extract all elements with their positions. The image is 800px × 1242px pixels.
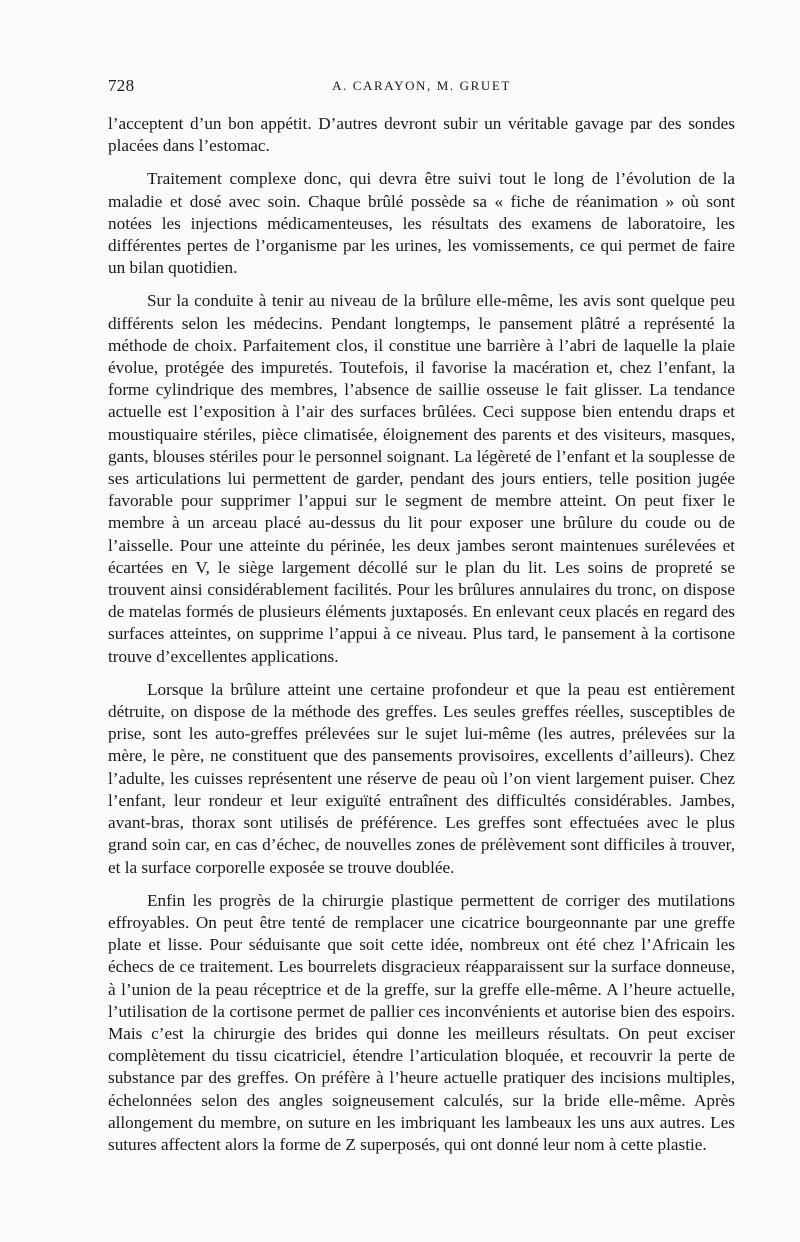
paragraph-plastic-surgery: Enfin les progrès de la chirurgie plastique permettent de corriger des mutilations effroyables. On peut être tenté de remplacer une cicatrice bourgeonnante par une greffe plate et lisse. Pour séduisante que soit cette idée, nombreux ont été chez l’Africain les échecs de ce traitement. Les bourrelets disgracieux réapparaissent sur la surface donneuse, à l’union de la peau réceptrice et de la greffe, sur la greffe elle-même. A l’heure actuelle, l’utilisation de la cortisone permet de pallier ces inconvénients et autorise bien des espoirs. Mais c’est la chirurgie des brides qui donne les meilleurs résultats. On peut exciser complètement du tissu cicatriciel, étendre l’articulation bloquée, et recouvrir la perte de substance par des greffes. On préfère à l’heure actuelle pratiquer des incisions multiples, échelonnées selon des angles soigneusement calculés, sur la bride elle-même. Après allongement du membre, on suture en les imbriquant les lambeaux les uns aux autres. Les sutures affectent alors la forme de Z superposés, qui ont donné leur nom à cette plastie. <box>108 890 735 1154</box>
paragraph-continuation: l’acceptent d’un bon appétit. D’autres devront subir un véritable gavage par des sondes placées dans l’estomac. <box>108 114 735 156</box>
page-number: 728 <box>108 76 135 95</box>
running-head: A. CARAYON, M. GRUET <box>332 78 511 93</box>
paragraph-burn-care: Sur la conduite à tenir au niveau de la brûlure elle-même, les avis sont quelque peu différents selon les médecins. Pendant longtemps, le pansement plâtré a représenté la méthode de choix. Parfaitement clos, il constitue une barrière à l’abri de laquelle la plaie évolue, protégée des impuretés. Toutefois, il favorise la macération et, chez l’enfant, la forme cylindrique des membres, l’absence de saillie osseuse le fait glisser. La tendance actuelle est l’exposition à l’air des surfaces brûlées. Ceci suppose bien entendu draps et moustiquaire stériles, pièce climatisée, éloignement des parents et des visiteurs, masques, gants, blouses stériles pour le personnel soignant. La légèreté de l’enfant et la souplesse de ses articulations lui permettent de garder, pendant des jours entiers, telle position jugée favorable pour supprimer l’appui sur le segment de membre atteint. On peut fixer le membre à un arceau placé au-dessus du lit pour exposer une brûlure du coude ou de l’aisselle. Pour une atteinte du périnée, les deux jambes seront maintenues surélevées et écartées en V, le siège largement décollé sur le plan du lit. Les soins de propreté se trouvent ainsi considérablement facilités. Pour les brûlures annulaires du tronc, on dispose de matelas formés de plusieurs éléments juxtaposés. En enlevant ceux placés en regard des surfaces atteintes, on supprime l’appui à ce niveau. Plus tard, le pansement à la cortisone trouve d’excellentes applications. <box>108 291 735 666</box>
body-text <box>108 113 735 1167</box>
page-header <box>108 76 735 100</box>
paragraph-treatment: Traitement complexe donc, qui devra être suivi tout le long de l’évolution de la maladie et dosé avec soin. Chaque brûlé possède sa « fiche de réanimation » où sont notées les injections médicamenteuses, les résultats des examens de laboratoire, les différentes pertes de l’organisme par les urines, les vomissements, ce qui permet de faire un bilan quotidien. <box>108 169 735 278</box>
paragraph-grafts: Lorsque la brûlure atteint une certaine profondeur et que la peau est entièrement détruite, on dispose de la méthode des greffes. Les seules greffes réelles, susceptibles de prise, sont les auto-greffes prélevées sur le sujet lui-même (les autres, prélevées sur la mère, le père, ne constituent que des pansements provisoires, excellents d’ailleurs). Chez l’adulte, les cuisses représentent une réserve de peau où l’on vient largement puiser. Chez l’enfant, leur rondeur et leur exiguïté entraînent des difficultés considérables. Jambes, avant-bras, thorax sont utilisés de préférence. Les greffes sont effectuées avec le plus grand soin car, en cas d’échec, de nouvelles zones de prélèvement sont difficiles à trouver, et la surface corporelle exposée se trouve doublée. <box>108 679 735 877</box>
